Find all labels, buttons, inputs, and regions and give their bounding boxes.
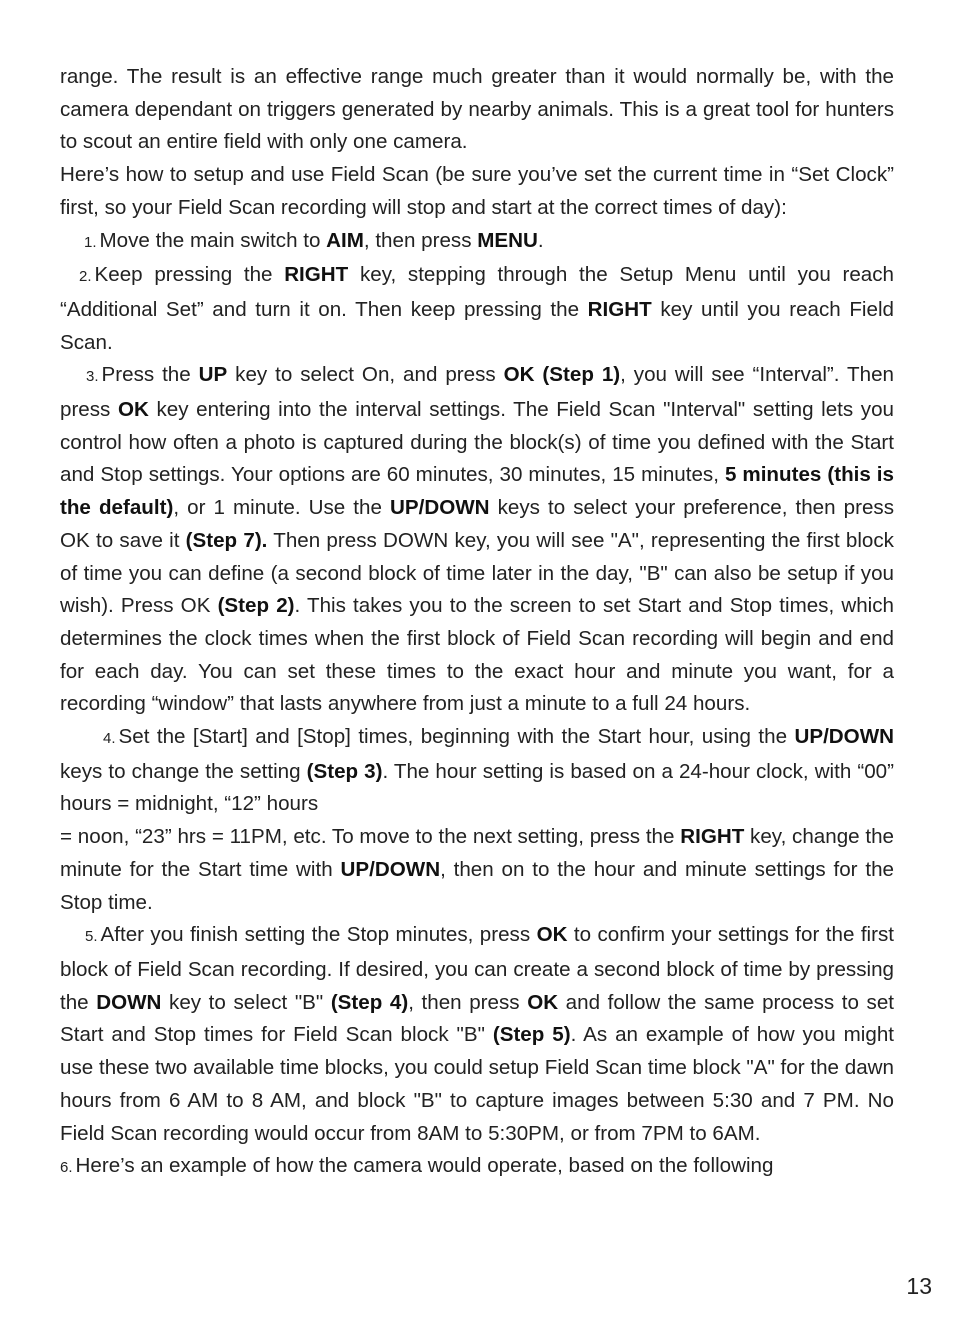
step-text: . As an example of how you might use these two available time blocks, you could setup Field Scan time block "A" for the dawn hours from 6 AM to 8 AM, and block "B" to capture images between 5:30 and 7 PM. No Field Scan recording would occur from 8AM to 5:30PM, or from 7PM to 6AM. bbox=[60, 1023, 894, 1145]
emphasis-text: 5 minutes (this is the default) bbox=[60, 463, 894, 520]
key-name: UP/DOWN bbox=[340, 857, 441, 881]
step-text: key, change the minute for the Start time with bbox=[60, 825, 894, 881]
step-5 bbox=[60, 919, 894, 1150]
step-number: 2. bbox=[79, 268, 92, 286]
step-text: Keep pressing the bbox=[94, 263, 285, 287]
step-text: keys to select your preference, then press OK to save it bbox=[60, 496, 894, 552]
key-name: OK (Step 1) bbox=[503, 363, 621, 387]
step-reference: (Step 7). bbox=[185, 528, 268, 552]
step-reference: (Step 4) bbox=[330, 990, 409, 1014]
step-text: . bbox=[537, 228, 544, 252]
step-number: 6. bbox=[60, 1159, 73, 1177]
step-text: Press the bbox=[101, 363, 199, 387]
step-text: key until you reach Field Scan. bbox=[60, 297, 894, 354]
intro-paragraph-1: range. The result is an effective range much greater than it would normally be, with the camera dependant on triggers generated by nearby animals. This is a great tool for hunters to scout an entire field with only one camera. bbox=[60, 65, 894, 154]
key-name: AIM bbox=[326, 228, 364, 252]
step-4 bbox=[60, 721, 894, 821]
step-4-continued bbox=[60, 821, 894, 919]
step-reference: (Step 2) bbox=[217, 594, 295, 618]
step-3 bbox=[60, 359, 894, 721]
step-text: , then on to the hour and minute settings for the Stop time. bbox=[60, 857, 894, 914]
step-text: keys to change the setting bbox=[60, 759, 307, 783]
step-reference: (Step 3) bbox=[306, 759, 383, 783]
key-name: MENU bbox=[477, 228, 538, 252]
step-number: 1. bbox=[84, 233, 97, 251]
step-2 bbox=[60, 259, 894, 359]
step-6 bbox=[60, 1150, 894, 1185]
intro-paragraph-2: Here’s how to setup and use Field Scan (be sure you’ve set the current time in “Set Clock” first, so your Field Scan recording will stop and start at the correct times of day): bbox=[60, 163, 894, 219]
step-text: to confirm your settings for the first block of Field Scan recording. If desired, you can create a second block of time by pressing the bbox=[60, 923, 894, 1014]
key-name: OK bbox=[536, 923, 568, 947]
step-text: and follow the same process to set Start and Stop times for Field Scan block "B" bbox=[60, 990, 895, 1047]
step-number: 5. bbox=[85, 928, 98, 946]
step-text: Set the [Start] and [Stop] times, beginning with the Start hour, using the bbox=[118, 725, 795, 749]
key-name: UP/DOWN bbox=[794, 725, 894, 749]
step-reference: (Step 5) bbox=[492, 1023, 571, 1047]
step-text: key entering into the interval settings. The Field Scan "Interval" setting lets you control how often a photo is captured during the block(s) of time you defined with the Start and Stop settings. Your options are 60 minutes, 30 minutes, 15 minutes, bbox=[60, 398, 894, 487]
step-text: , then press bbox=[363, 228, 478, 252]
key-name: OK bbox=[117, 398, 149, 422]
step-number: 3. bbox=[86, 368, 99, 386]
step-1 bbox=[60, 225, 894, 260]
step-text: key to select On, and press bbox=[227, 363, 504, 387]
step-text: , you will see “Interval”. Then press bbox=[60, 363, 894, 422]
step-text: After you finish setting the Stop minutes, press bbox=[100, 923, 537, 947]
key-name: OK bbox=[527, 990, 559, 1014]
key-name: RIGHT bbox=[680, 825, 745, 849]
manual-page-body bbox=[60, 61, 894, 1185]
step-text: , or 1 minute. Use the bbox=[173, 496, 390, 520]
key-name: UP/DOWN bbox=[390, 496, 490, 520]
step-text: . The hour setting is based on a 24-hour clock, with “00” hours = midnight, “12” hours bbox=[60, 759, 894, 816]
step-text: = noon, “23” hrs = 11PM, etc. To move to the next setting, press the bbox=[60, 825, 681, 849]
key-name: RIGHT bbox=[587, 297, 652, 321]
step-text: key, stepping through the Setup Menu until you reach “Additional Set” and turn it on. Then keep pressing the bbox=[60, 263, 894, 321]
step-text: key to select "B" bbox=[161, 990, 331, 1014]
step-number: 4. bbox=[103, 730, 116, 748]
step-text: Here’s an example of how the camera would operate, based on the following bbox=[75, 1154, 774, 1178]
step-text: , then press bbox=[408, 990, 528, 1014]
step-text: . This takes you to the screen to set Start and Stop times, which determines the clock times when the first block of Field Scan recording will begin and end for each day. You can set these times to the exact hour and minute you want, for a recording “window” that lasts anywhere from just a minute to a full 24 hours. bbox=[60, 594, 894, 716]
step-text: Move the main switch to bbox=[99, 228, 327, 252]
page-number: 13 bbox=[906, 1273, 932, 1299]
key-name: UP bbox=[198, 363, 228, 387]
key-name: DOWN bbox=[96, 990, 162, 1014]
key-name: RIGHT bbox=[284, 263, 349, 287]
step-text: Then press DOWN key, you will see "A", representing the first block of time you can define (a second block of time later in the day, "B" can also be setup if you wish). Press OK bbox=[60, 528, 894, 618]
